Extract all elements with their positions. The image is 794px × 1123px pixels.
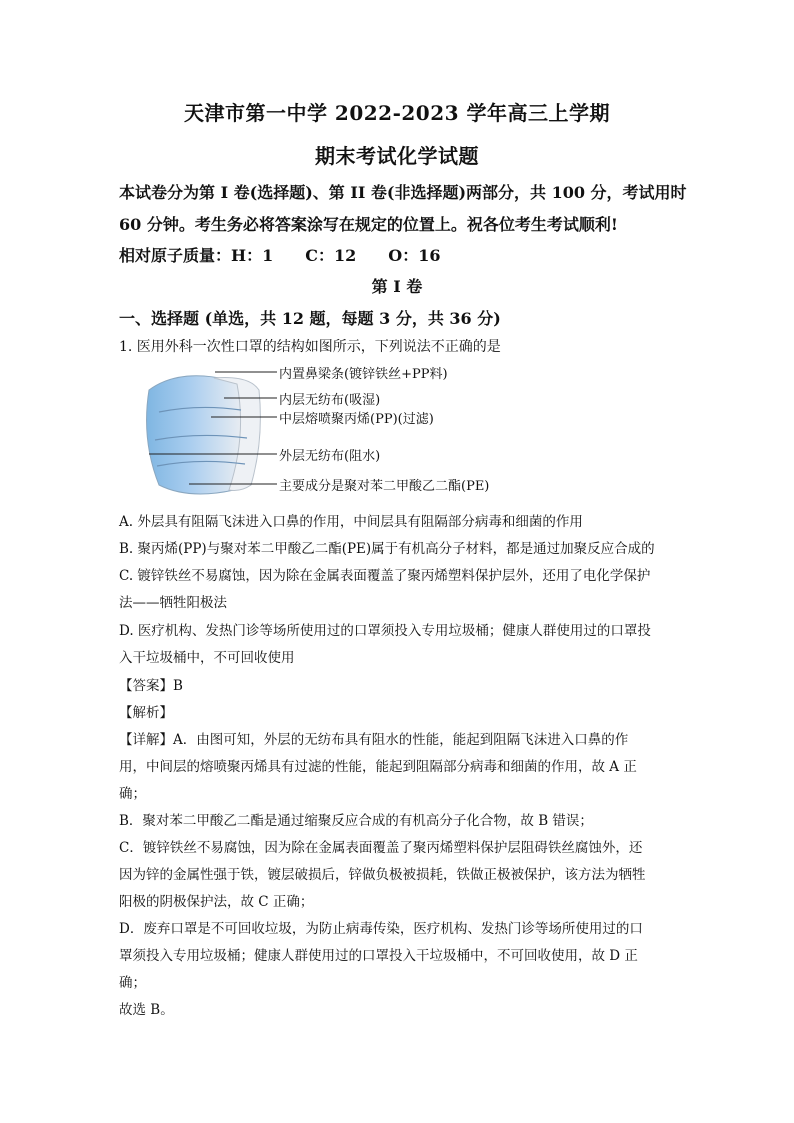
- answer-line: 【答案】B: [119, 678, 183, 694]
- intro-line1: 本试卷分为第 I 卷(选择题)、第 II 卷(非选择题)两部分，共 100 分，考试用时: [119, 183, 687, 202]
- detail-line10: 确；: [119, 975, 146, 991]
- exam-title-line2: 期末考试化学试题: [315, 144, 479, 168]
- detail-line1: 【详解】A．由图可知，外层的无纺布具有阻水的性能，能起到阻隔飞沫进入口鼻的作: [119, 732, 629, 748]
- volume-title: 第 I 卷: [371, 277, 423, 296]
- detail-line9: 罩须投入专用垃圾桶；健康人群使用过的口罩投入干垃圾桶中，不可回收使用，故 D 正: [119, 948, 638, 964]
- detail-line2: 用，中间层的熔喷聚丙烯具有过滤的性能，能起到阻隔部分病毒和细菌的作用，故 A 正: [119, 759, 637, 775]
- conclusion-line: 故选 B。: [119, 1002, 174, 1018]
- label-inner-layer: 内层无纺布(吸湿): [279, 393, 381, 408]
- detail-line6: 因为锌的金属性强于铁，镀层破损后，锌做负极被损耗，铁做正极被保护，该方法为牺牲: [119, 867, 646, 883]
- label-main-component: 主要成分是聚对苯二甲酸乙二酯(PE): [279, 479, 490, 494]
- question-stem: 1. 医用外科一次性口罩的结构如图所示，下列说法不正确的是: [119, 339, 501, 355]
- option-b: B. 聚丙烯(PP)与聚对苯二甲酸乙二酯(PE)属于有机高分子材料，都是通过加聚反应合成的: [119, 541, 655, 557]
- intro-line2: 60 分钟。考生务必将答案涂写在规定的位置上。祝各位考生考试顺利!: [119, 215, 618, 234]
- option-d-line2: 入干垃圾桶中，不可回收使用: [119, 650, 295, 666]
- label-nose-strip: 内置鼻梁条(镀锌铁丝+PP料): [279, 367, 448, 382]
- section-part-title: 一、选择题 (单选，共 12 题，每题 3 分，共 36 分): [119, 309, 501, 328]
- option-d-line1: D. 医疗机构、发热门诊等场所使用过的口罩须投入专用垃圾桶；健康人群使用过的口罩投: [119, 623, 651, 639]
- detail-line7: 阳极的阴极保护法，故 C 正确；: [119, 894, 314, 910]
- detail-line5: C．镀锌铁丝不易腐蚀，因为除在金属表面覆盖了聚丙烯塑料保护层阻碍铁丝腐蚀外，还: [119, 840, 643, 856]
- detail-line8: D．废弃口罩是不可回收垃圾，为防止病毒传染，医疗机构、发热门诊等场所使用过的口: [119, 921, 643, 937]
- label-middle-layer: 中层熔喷聚丙烯(PP)(过滤): [279, 412, 434, 427]
- analysis-title: 【解析】: [119, 705, 173, 721]
- option-a: A. 外层具有阻隔飞沫进入口鼻的作用，中间层具有阻隔部分病毒和细菌的作用: [119, 514, 583, 530]
- mask-diagram: [119, 360, 519, 500]
- detail-line3: 确；: [119, 786, 146, 802]
- atomic-mass-line: 相对原子质量：H：1 C：12 O：16: [119, 246, 441, 265]
- option-c-line1: C. 镀锌铁丝不易腐蚀，因为除在金属表面覆盖了聚丙烯塑料保护层外，还用了电化学保护: [119, 568, 651, 584]
- exam-title-line1: 天津市第一中学 2022-2023 学年高三上学期: [183, 101, 611, 125]
- detail-line4: B．聚对苯二甲酸乙二酯是通过缩聚反应合成的有机高分子化合物，故 B 错误；: [119, 813, 593, 829]
- option-c-line2: 法——牺牲阳极法: [119, 595, 227, 611]
- label-outer-layer: 外层无纺布(阻水): [279, 449, 381, 464]
